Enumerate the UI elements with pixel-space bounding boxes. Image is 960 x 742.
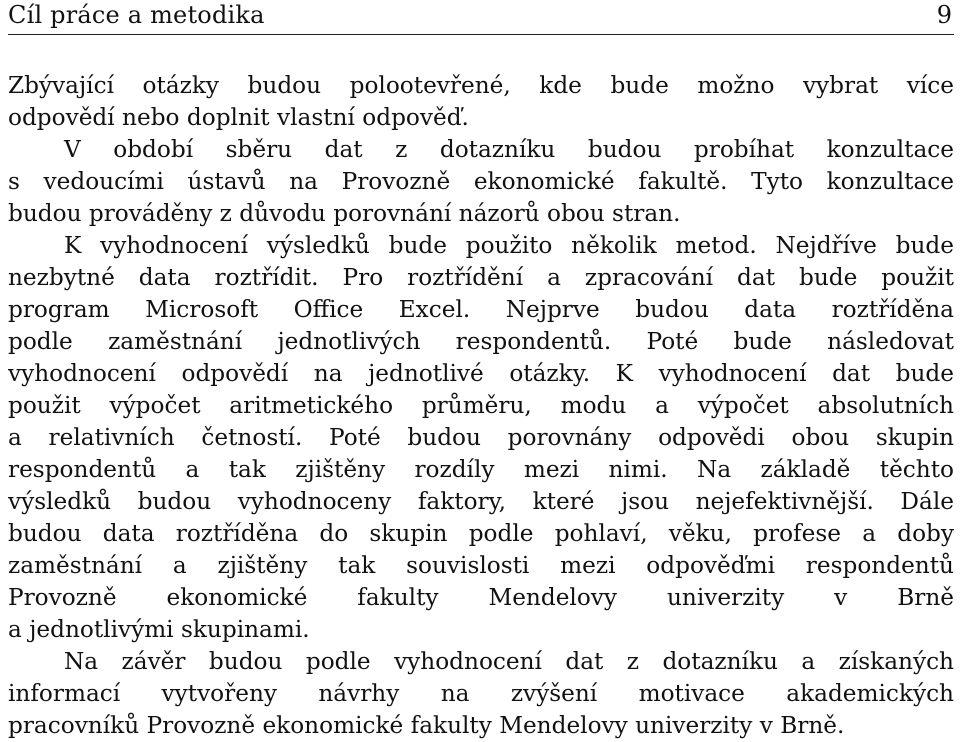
text-line: budou data roztříděna do skupin podle pohlaví, věku, profese a doby [8,520,954,547]
text-line: program Microsoft Office Excel. Nejprve budou data roztříděna [8,296,954,323]
text-line: informací vytvořeny návrhy na zvýšení motivace akademických [8,680,954,707]
page-header [8,0,954,35]
text-line: vyhodnocení odpovědí na jednotlivé otázky. K vyhodnocení dat bude [8,360,954,387]
text-line: Provozně ekonomické fakulty Mendelovy univerzity v Brně [8,584,954,611]
text-line: použit výpočet aritmetického průměru, modu a výpočet absolutních [8,392,954,419]
body-text [8,70,954,742]
text-line: nezbytné data roztřídit. Pro roztřídění a zpracování dat bude použit [8,264,954,291]
text-line: a relativních četností. Poté budou porovnány odpovědi obou skupin [8,424,954,451]
text-line: podle zaměstnání jednotlivých respondentů. Poté bude následovat [8,328,954,355]
text-line: K vyhodnocení výsledků bude použito několik metod. Nejdříve bude [64,232,954,259]
text-line: zaměstnání a zjištěny tak souvislosti mezi odpověďmi respondentů [8,552,954,579]
text-line: Na závěr budou podle vyhodnocení dat z dotazníku a získaných [64,648,954,675]
text-line: s vedoucími ústavů na Provozně ekonomické fakultě. Tyto konzultace [8,168,954,195]
text-line: V období sběru dat z dotazníku budou probíhat konzultace [64,136,954,163]
page-number: 9 [936,1,952,29]
text-line: respondentů a tak zjištěny rozdíly mezi nimi. Na základě těchto [8,456,954,483]
text-line: Zbývající otázky budou polootevřené, kde bude možno vybrat více [8,72,954,99]
text-line: budou prováděny z důvodu porovnání názorů obou stran. [8,200,681,227]
chapter-title: Cíl práce a metodika [8,1,265,29]
text-line: a jednotlivými skupinami. [8,616,310,643]
text-line: výsledků budou vyhodnoceny faktory, které jsou nejefektivnější. Dále [8,488,954,515]
text-line: pracovníků Provozně ekonomické fakulty Mendelovy univerzity v Brně. [8,712,845,739]
text-line: odpovědí nebo doplnit vlastní odpověď. [8,104,469,131]
